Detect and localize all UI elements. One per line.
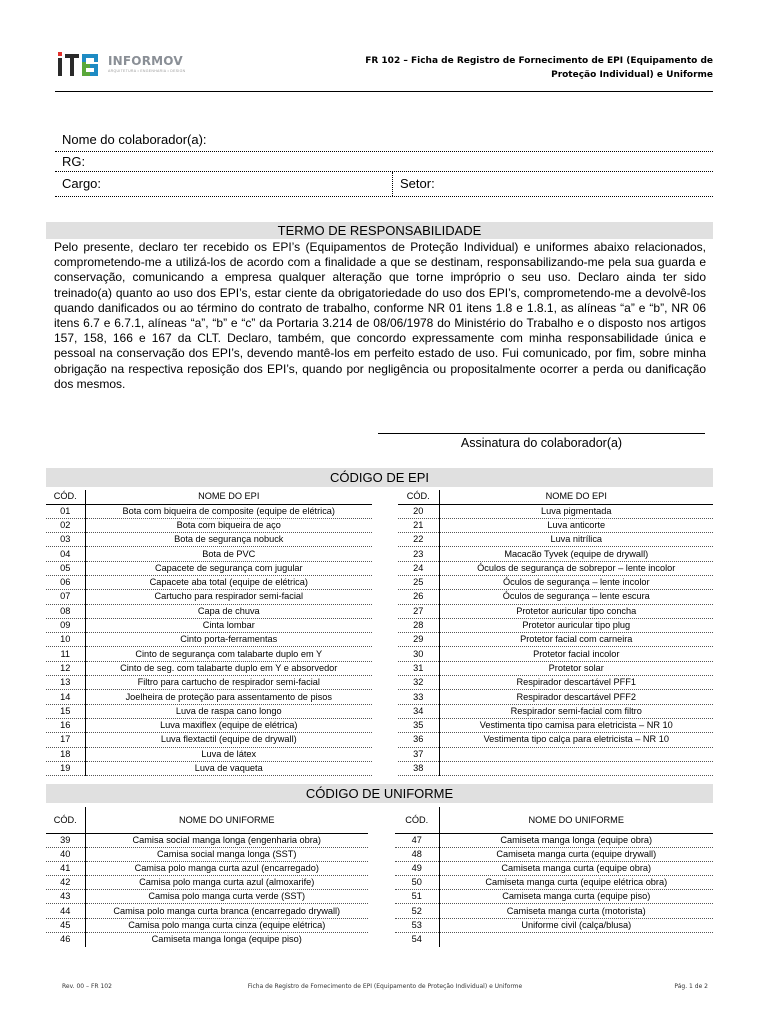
code-cell: 10 — [46, 633, 85, 647]
epi-row — [46, 575, 372, 589]
code-cell: 27 — [398, 604, 439, 618]
item-name-cell: Camiseta manga curta (motorista) — [439, 904, 713, 918]
item-name-cell: Camiseta manga curta (equipe drywall) — [439, 847, 713, 861]
item-name-cell: Óculos de segurança de sobrepor – lente incolor — [439, 561, 713, 575]
logo-tagline: ARQUITETURA • ENGENHARIA • DESIGN — [108, 69, 186, 73]
uniform-row — [46, 932, 368, 946]
epi-table-left — [46, 490, 372, 776]
item-name-cell: Bota de PVC — [85, 547, 372, 561]
item-name-cell: Uniforme civil (calça/blusa) — [439, 918, 713, 932]
term-heading: TERMO DE RESPONSABILIDADE — [46, 222, 713, 239]
code-cell: 41 — [46, 861, 85, 875]
epi-row — [398, 704, 713, 718]
item-name-cell: Capacete aba total (equipe de elétrica) — [85, 575, 372, 589]
code-cell: 42 — [46, 876, 85, 890]
epi-row — [46, 704, 372, 718]
item-name-cell: Protetor solar — [439, 661, 713, 675]
epi-row — [398, 761, 713, 775]
epi-row — [398, 733, 713, 747]
document-title-line-2: Proteção Individual) e Uniforme — [551, 70, 713, 80]
header-divider — [55, 91, 713, 92]
code-cell: 14 — [46, 690, 85, 704]
code-cell: 13 — [46, 676, 85, 690]
epi-row — [398, 633, 713, 647]
item-name-cell: Respirador descartável PFF1 — [439, 676, 713, 690]
epi-row — [46, 690, 372, 704]
item-name-cell: Camiseta manga longa (equipe obra) — [439, 833, 713, 847]
uniform-row — [46, 861, 368, 875]
epi-row — [46, 747, 372, 761]
item-name-cell — [439, 932, 713, 946]
code-cell: 29 — [398, 633, 439, 647]
item-name-cell: Protetor auricular tipo plug — [439, 618, 713, 632]
code-cell: 50 — [395, 876, 439, 890]
epi-row — [46, 533, 372, 547]
code-cell: 45 — [46, 918, 85, 932]
uniform-row — [395, 861, 713, 875]
code-cell: 05 — [46, 561, 85, 575]
its-logo-icon — [57, 50, 103, 78]
epi-row — [46, 561, 372, 575]
item-name-cell: Macacão Tyvek (equipe de drywall) — [439, 547, 713, 561]
item-name-cell: Protetor auricular tipo concha — [439, 604, 713, 618]
code-cell: 35 — [398, 718, 439, 732]
uniform-row — [46, 918, 368, 932]
code-cell: 15 — [46, 704, 85, 718]
code-cell: 52 — [395, 904, 439, 918]
code-cell: 08 — [46, 604, 85, 618]
epi-col-nome: NOME DO EPI — [85, 490, 372, 504]
code-cell: 01 — [46, 504, 85, 518]
code-cell: 40 — [46, 847, 85, 861]
epi-row — [46, 547, 372, 561]
code-cell: 28 — [398, 618, 439, 632]
code-cell: 32 — [398, 676, 439, 690]
uniform-table-right — [395, 807, 713, 947]
epi-row — [46, 604, 372, 618]
code-cell: 31 — [398, 661, 439, 675]
footer-title: Ficha de Registro de Fornecimento de EPI (Equipamento de Proteção Individual) e Uniforme — [247, 983, 523, 990]
item-name-cell: Camiseta manga curta (equipe obra) — [439, 861, 713, 875]
code-cell: 43 — [46, 890, 85, 904]
code-cell: 03 — [46, 533, 85, 547]
company-logo — [57, 50, 187, 78]
epi-row — [398, 561, 713, 575]
code-cell: 11 — [46, 647, 85, 661]
code-cell: 24 — [398, 561, 439, 575]
code-cell: 47 — [395, 833, 439, 847]
code-cell: 25 — [398, 575, 439, 589]
item-name-cell: Luva maxiflex (equipe de elétrica) — [85, 718, 372, 732]
epi-row — [398, 590, 713, 604]
code-cell: 21 — [398, 518, 439, 532]
item-name-cell — [439, 761, 713, 775]
epi-row — [46, 761, 372, 775]
epi-section-heading: CÓDIGO DE EPI — [46, 468, 713, 487]
item-name-cell: Cartucho para respirador semi-facial — [85, 590, 372, 604]
footer-revision: Rev. 00 – FR 102 — [62, 983, 112, 990]
uniform-row — [395, 890, 713, 904]
uniform-section-heading: CÓDIGO DE UNIFORME — [46, 784, 713, 803]
uniform-row — [395, 876, 713, 890]
item-name-cell: Luva de látex — [85, 747, 372, 761]
item-name-cell: Luva de raspa cano longo — [85, 704, 372, 718]
name-field[interactable] — [55, 129, 713, 152]
item-name-cell: Óculos de segurança – lente incolor — [439, 575, 713, 589]
code-cell: 12 — [46, 661, 85, 675]
uniform-table-left — [46, 807, 368, 947]
role-sector-row — [55, 172, 713, 197]
uniform-row — [395, 904, 713, 918]
code-cell: 06 — [46, 575, 85, 589]
item-name-cell: Luva de vaqueta — [85, 761, 372, 775]
uniform-row — [46, 904, 368, 918]
epi-row — [398, 747, 713, 761]
epi-row — [398, 504, 713, 518]
code-cell: 26 — [398, 590, 439, 604]
code-cell: 49 — [395, 861, 439, 875]
setor-field[interactable] — [393, 172, 435, 196]
epi-row — [46, 676, 372, 690]
uniform-row — [46, 833, 368, 847]
uniform-row — [395, 833, 713, 847]
item-name-cell: Camiseta manga longa (equipe piso) — [151, 934, 302, 945]
item-name-cell: Luva anticorte — [439, 518, 713, 532]
code-cell: 30 — [398, 647, 439, 661]
epi-row — [398, 604, 713, 618]
item-name-cell: Luva flextactil (equipe de drywall) — [85, 733, 372, 747]
epi-row — [46, 661, 372, 675]
code-cell: 48 — [395, 847, 439, 861]
code-cell: 04 — [46, 547, 85, 561]
code-cell: 19 — [46, 761, 85, 775]
code-cell: 02 — [46, 518, 85, 532]
code-cell: 39 — [46, 833, 85, 847]
signature-line[interactable] — [378, 433, 705, 434]
item-name-cell: Óculos de segurança – lente escura — [439, 590, 713, 604]
code-cell: 17 — [46, 733, 85, 747]
epi-col-cod: CÓD. — [46, 490, 85, 504]
epi-row — [46, 718, 372, 732]
item-name-cell: Cinto de seg. com talabarte duplo em Y e absorvedor — [85, 661, 372, 675]
epi-row — [398, 647, 713, 661]
item-name-cell: Camisa polo manga curta cinza (equipe elétrica) — [85, 918, 368, 932]
signature-label: Assinatura do colaborador(a) — [460, 436, 623, 450]
item-name-cell: Luva nitrílica — [439, 533, 713, 547]
code-cell: 07 — [46, 590, 85, 604]
item-name-cell: Respirador semi-facial com filtro — [439, 704, 713, 718]
item-name-cell: Vestimenta tipo calça para eletricista – NR 10 — [439, 733, 713, 747]
uniform-row — [395, 918, 713, 932]
code-cell: 36 — [398, 733, 439, 747]
uniform-row — [46, 890, 368, 904]
item-name-cell: Cinto de segurança com talabarte duplo em Y — [85, 647, 372, 661]
code-cell: 51 — [395, 890, 439, 904]
epi-row — [398, 533, 713, 547]
item-name-cell: Camisa polo manga curta verde (SST) — [85, 890, 368, 904]
epi-row — [398, 518, 713, 532]
item-name-cell: Joelheira de proteção para assentamento de pisos — [85, 690, 372, 704]
item-name-cell: Camisa social manga longa (SST) — [85, 847, 368, 861]
cargo-field[interactable] — [55, 172, 393, 196]
uniform-col-cod: CÓD. — [395, 807, 439, 833]
epi-row — [46, 733, 372, 747]
epi-col-nome: NOME DO EPI — [439, 490, 713, 504]
item-name-cell: Camisa polo manga curta azul (almoxarife) — [85, 876, 368, 890]
code-cell: 20 — [398, 504, 439, 518]
epi-row — [46, 518, 372, 532]
uniform-col-nome: NOME DO UNIFORME — [85, 807, 368, 833]
item-name-cell: Camisa social manga longa (engenharia obra) — [85, 833, 368, 847]
code-cell: 18 — [46, 747, 85, 761]
item-name-cell: Camisa polo manga curta azul (encarregado) — [85, 861, 368, 875]
item-name-cell: Filtro para cartucho de respirador semi-facial — [85, 676, 372, 690]
uniform-row — [395, 932, 713, 946]
epi-row — [46, 618, 372, 632]
uniform-col-cod: CÓD. — [46, 807, 85, 833]
item-name-cell: Protetor facial com carneira — [439, 633, 713, 647]
epi-row — [46, 647, 372, 661]
epi-row — [398, 718, 713, 732]
epi-row — [46, 633, 372, 647]
item-name-cell: Vestimenta tipo camisa para eletricista – NR 10 — [439, 718, 713, 732]
code-cell: 34 — [398, 704, 439, 718]
code-cell: 22 — [398, 533, 439, 547]
uniform-col-nome: NOME DO UNIFORME — [439, 807, 713, 833]
item-name-cell — [439, 747, 713, 761]
code-cell: 37 — [398, 747, 439, 761]
cargo-label: Cargo: — [62, 176, 102, 191]
document-title-line-1: FR 102 – Ficha de Registro de Fornecimento de EPI (Equipamento de — [365, 56, 713, 66]
code-cell: 09 — [46, 618, 85, 632]
epi-row — [46, 590, 372, 604]
uniform-row — [46, 847, 368, 861]
epi-table-right — [398, 490, 713, 776]
employee-fields — [55, 129, 713, 197]
epi-row — [46, 504, 372, 518]
epi-row — [398, 575, 713, 589]
term-body: Pelo presente, declaro ter recebido os EPI’s (Equipamentos de Proteção Individual) e uniformes abaixo relacionados, comprometendo-me a utilizá-los de acordo com a finalidade a que se destinam, responsabilizando-me pela sua guarda e conservação, comunicando a empresa qualquer alteração que torne impróprio o seu uso. Declaro ainda ter sido treinado(a) quanto ao uso dos EPI’s, estar ciente da obrigatoriedade do uso dos EPI’s, comprometendo-me a devolvê-los quando danificados ou ao término do contrato de trabalho, conforme NR 01 itens 1.8 e 1.8.1, as alíneas “a” e “b”, NR 06 itens 6.7 e 6.7.1, alíneas “a”, “b” e “c” da Portaria 3.214 de 08/06/1978 do Ministério do Trabalho e o disposto nos artigos 157, 158, 166 e 167 da CLT. Declaro, também, que concordo expressamente com minha responsabilidade única e pessoal na conservação dos EPI’s, devendo mantê-los em perfeito estado de uso. Fui comunicado, por fim, sobre minha obrigação na respectiva reposição dos EPI’s, quando por negligência ou propositalmente ocorrer a perda ou danificação dos mesmos. — [54, 240, 706, 391]
uniform-row — [46, 876, 368, 890]
code-cell: 16 — [46, 718, 85, 732]
rg-field[interactable] — [55, 152, 713, 172]
epi-row — [398, 676, 713, 690]
item-name-cell: Cinta lombar — [85, 618, 372, 632]
item-name-cell: Bota de segurança nobuck — [85, 533, 372, 547]
uniform-row — [395, 847, 713, 861]
epi-row — [398, 690, 713, 704]
item-name-cell: Respirador descartável PFF2 — [439, 690, 713, 704]
setor-label: Setor: — [400, 176, 435, 191]
epi-row — [398, 547, 713, 561]
code-cell: 46 — [46, 932, 85, 946]
code-cell: 44 — [46, 904, 85, 918]
document-title — [353, 54, 713, 82]
item-name-cell: Capa de chuva — [85, 604, 372, 618]
code-cell: 23 — [398, 547, 439, 561]
code-cell: 38 — [398, 761, 439, 775]
item-name-cell: Luva pigmentada — [439, 504, 713, 518]
item-name-cell: Bota com biqueira de aço — [85, 518, 372, 532]
item-name-cell: Camiseta manga curta (equipe piso) — [439, 890, 713, 904]
item-name-cell: Capacete de segurança com jugular — [85, 561, 372, 575]
rg-label: RG: — [62, 154, 86, 169]
item-name-cell: Cinto porta-ferramentas — [85, 633, 372, 647]
item-name-cell: Bota com biqueira de composite (equipe de elétrica) — [85, 504, 372, 518]
epi-row — [398, 661, 713, 675]
name-label: Nome do colaborador(a): — [62, 132, 207, 147]
logo-wordmark: INFORMOV — [108, 54, 183, 68]
code-cell: 53 — [395, 918, 439, 932]
item-name-cell: Protetor facial incolor — [439, 647, 713, 661]
code-cell: 33 — [398, 690, 439, 704]
epi-col-cod: CÓD. — [398, 490, 439, 504]
code-cell: 54 — [395, 932, 439, 946]
epi-row — [398, 618, 713, 632]
footer-page-number: Pág. 1 de 2 — [674, 983, 708, 990]
item-name-cell: Camisa polo manga curta branca (encarregado drywall) — [85, 904, 368, 918]
item-name-cell: Camiseta manga curta (equipe elétrica obra) — [439, 876, 713, 890]
